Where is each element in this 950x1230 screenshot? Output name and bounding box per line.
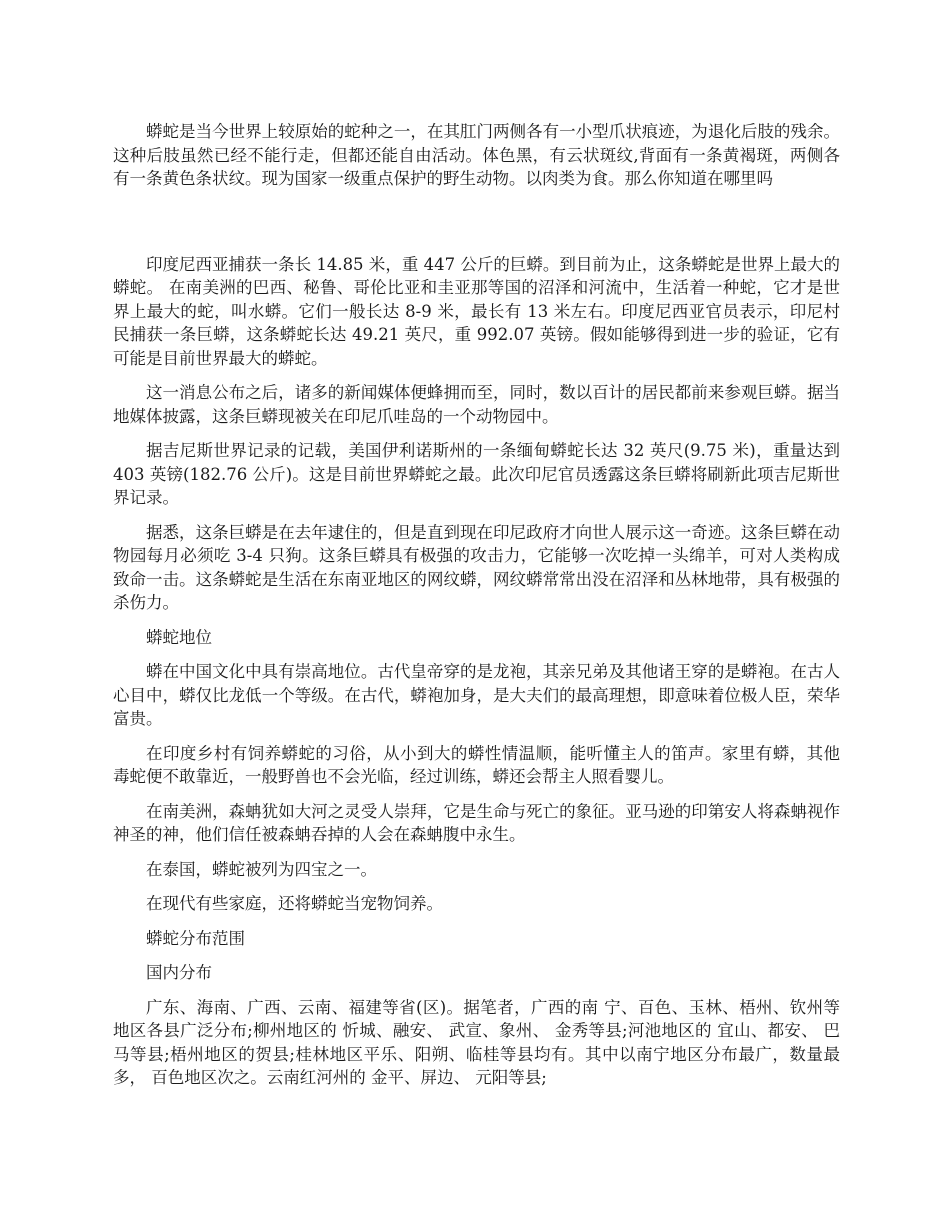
section-heading-distribution: 蟒蛇分布范围 bbox=[146, 928, 245, 948]
paragraph-thailand: 在泰国，蟒蛇被列为四宝之一。 bbox=[146, 859, 377, 879]
paragraph-intro: 蟒蛇是当今世界上较原始的蛇种之一，在其肛门两侧各有一小型爪状痕迹，为退化后肢的残余。这种后肢虽然已经不能行走，但都还能自由活动。体色黑，有云状斑纹,背面有一条黄褐斑，两侧各有一条黄色条状纹。现为国家一级重点保护的野生动物。以肉类为食。那么你知道在哪里吗 bbox=[113, 122, 840, 188]
paragraph-guinness-record: 据吉尼斯世界记录的记载，美国伊利诺斯州的一条缅甸蟒蛇长达 32 英尺(9.75 米)，重量达到 403 英镑(182.76 公斤)。这是目前世界蟒蛇之最。此次印尼官员透露这条巨蟒将刷新此项吉尼斯世界记录。 bbox=[113, 441, 840, 507]
paragraph-domestic-distribution: 广东、海南、广西、云南、福建等省(区)。据笔者，广西的南 宁、百色、玉林、梧州、钦州等地区各县广泛分布;柳州地区的 忻城、融安、 武宣、象州、 金秀等县;河池地区的 宜山、都安、 巴马等县;梧州地区的贺县;桂林地区平乐、阳朔、临桂等县均有。其中以南宁地区分布最广，数量最多， 百色地区次之。云南红河州的 金平、屏边、 元阳等县; bbox=[113, 997, 840, 1087]
paragraph-media-report: 这一消息公布之后，诸多的新闻媒体便蜂拥而至，同时，数以百计的居民都前来参观巨蟒。据当地媒体披露，这条巨蟒现被关在印尼爪哇岛的一个动物园中。 bbox=[113, 383, 840, 426]
paragraph-capture-details: 据悉，这条巨蟒是在去年逮住的，但是直到现在印尼政府才向世人展示这一奇迹。这条巨蟒在动物园每月必须吃 3-4 只狗。这条巨蟒具有极强的攻击力，它能够一次吃掉一头绵羊，可对人类构成致命一击。这条蟒蛇是生活在东南亚地区的网纹蟒，网纹蟒常常出没在沼泽和丛林地带，具有极强的杀伤力。 bbox=[113, 522, 840, 612]
paragraph-pets: 在现代有些家庭，还将蟒蛇当宠物饲养。 bbox=[146, 894, 443, 913]
paragraph-indonesia-python: 印度尼西亚捕获一条长 14.85 米，重 447 公斤的巨蟒。到目前为止，这条蟒蛇是世界上最大的蟒蛇。 在南美洲的巴西、秘鲁、哥伦比亚和圭亚那等国的沼泽和河流中，生活着一种蛇，它才是世界上最大的蛇，叫水蟒。它们一般长达 8-9 米，最长有 13 米左右。印度尼西亚官员表示，印尼村民捕获一条巨蟒，这条蟒蛇长达 49.21 英尺，重 992.07 英镑。假如能够得到进一步的验证，它有可能是目前世界最大的蟒蛇。 bbox=[113, 254, 840, 368]
paragraph-chinese-culture: 蟒在中国文化中具有崇高地位。古代皇帝穿的是龙袍，其亲兄弟及其他诸王穿的是蟒袍。在古人心目中，蟒仅比龙低一个等级。在古代，蟒袍加身，是大夫们的最高理想，即意味着位极人臣，荣华富贵。 bbox=[113, 662, 840, 728]
subheading-domestic: 国内分布 bbox=[146, 963, 212, 982]
paragraph-india: 在印度乡村有饲养蟒蛇的习俗，从小到大的蟒性情温顺，能听懂主人的笛声。家里有蟒，其他 毒蛇便不敢靠近，一般野兽也不会光临，经过训练，蟒还会帮主人照看婴儿。 bbox=[113, 743, 840, 786]
paragraph-south-america: 在南美洲，森蚺犹如大河之灵受人崇拜，它是生命与死亡的象征。亚马逊的印第安人将森蚺视作神圣的神，他们信任被森蚺吞掉的人会在森蚺腹中永生。 bbox=[113, 801, 840, 844]
section-heading-status: 蟒蛇地位 bbox=[146, 627, 212, 647]
document-page bbox=[113, 120, 840, 1101]
